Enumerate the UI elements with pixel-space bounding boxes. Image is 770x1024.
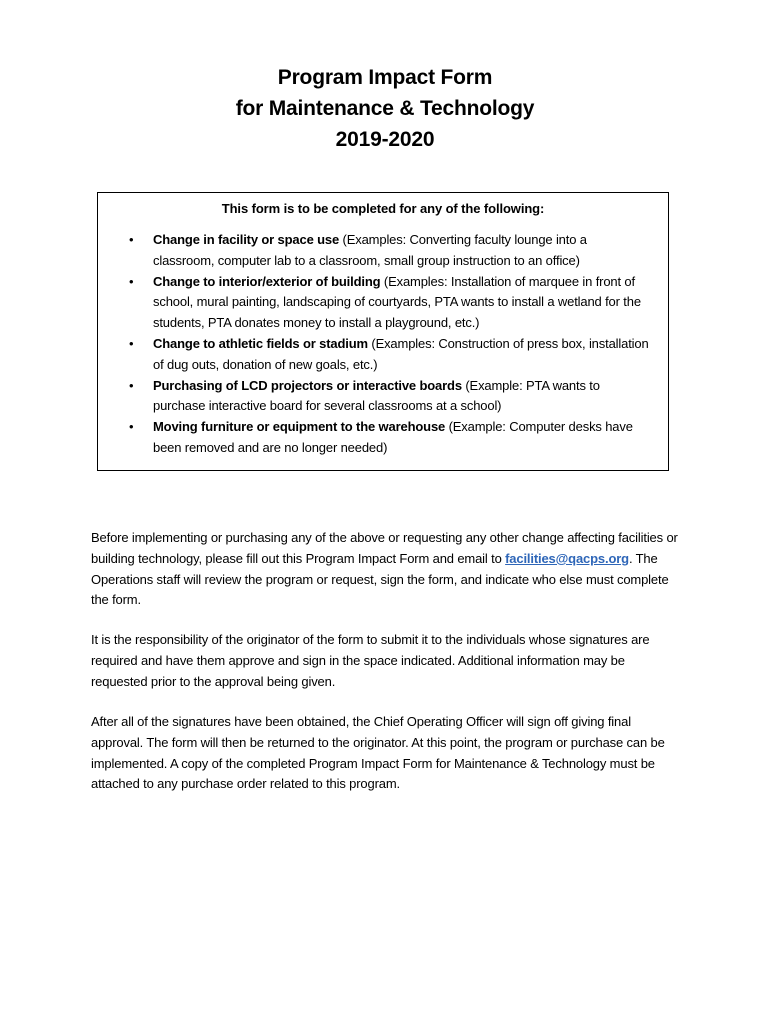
bullet-icon: •	[129, 335, 134, 351]
instructions-text-after: . The Operations staff will review the program or request, sign the form, and indicate who else must complete the form.	[91, 550, 669, 608]
list-item-text: (Examples: Construction of press box, installation of dug outs, donation of new goals, etc.)	[153, 335, 649, 372]
instructions-text-before: Before implementing or purchasing any of the above or requesting any other change affecting facilities or building technology, please fill out this Program Impact Form and email to	[91, 530, 678, 566]
list-item-text: (Example: Computer desks have been removed and are no longer needed)	[153, 419, 633, 455]
approval-paragraph: After all of the signatures have been obtained, the Chief Operating Officer will sign off giving final approval. The form will then be returned to the originator. At this point, the program or purchase can be implemented. A copy of the completed Program Impact Form for Maintenance & Technology must be attached to any purchase order related to this program.	[91, 714, 665, 792]
list-item-bold: Change to athletic fields or stadium	[153, 335, 368, 351]
list-item-text: (Example: PTA wants to purchase interactive board for several classrooms at a school)	[153, 377, 600, 414]
list-item	[98, 334, 668, 376]
document-title	[0, 62, 770, 155]
bullet-icon: •	[129, 273, 134, 289]
title-line-3: 2019-2020	[335, 128, 435, 151]
instructions-paragraph	[91, 528, 681, 611]
list-item-text: (Examples: Installation of marquee in front of school, mural painting, landscaping of courtyards, PTA wants to install a wetland for the students, PTA donates money to install a playground, etc.)	[153, 273, 641, 331]
list-item	[98, 376, 668, 418]
list-item-text: (Examples: Converting faculty lounge into a classroom, computer lab to a classroom, small group instruction to an office)	[153, 232, 587, 268]
list-item-bold: Change to interior/exterior of building	[153, 273, 381, 289]
criteria-heading: This form is to be completed for any of the following:	[221, 201, 545, 216]
title-line-2: for Maintenance & Technology	[235, 97, 535, 120]
bullet-icon: •	[129, 377, 134, 393]
responsibility-paragraph: It is the responsibility of the originator of the form to submit it to the individuals whose signatures are required and have them approve and sign in the space indicated. Additional information may be requested prior to the approval being given.	[91, 632, 650, 689]
bullet-icon: •	[129, 232, 134, 247]
list-item	[98, 272, 668, 334]
list-item-bold: Purchasing of LCD projectors or interactive boards	[153, 377, 462, 393]
list-item	[98, 230, 668, 272]
list-item-bold: Change in facility or space use	[153, 232, 340, 247]
criteria-box	[97, 192, 669, 471]
bullet-icon: •	[129, 419, 134, 435]
facilities-email-link[interactable]: facilities@qacps.org	[505, 550, 629, 566]
list-item	[98, 417, 668, 459]
criteria-list	[98, 230, 668, 459]
title-line-1: Program Impact Form	[277, 66, 493, 89]
list-item-bold: Moving furniture or equipment to the warehouse	[153, 419, 446, 435]
